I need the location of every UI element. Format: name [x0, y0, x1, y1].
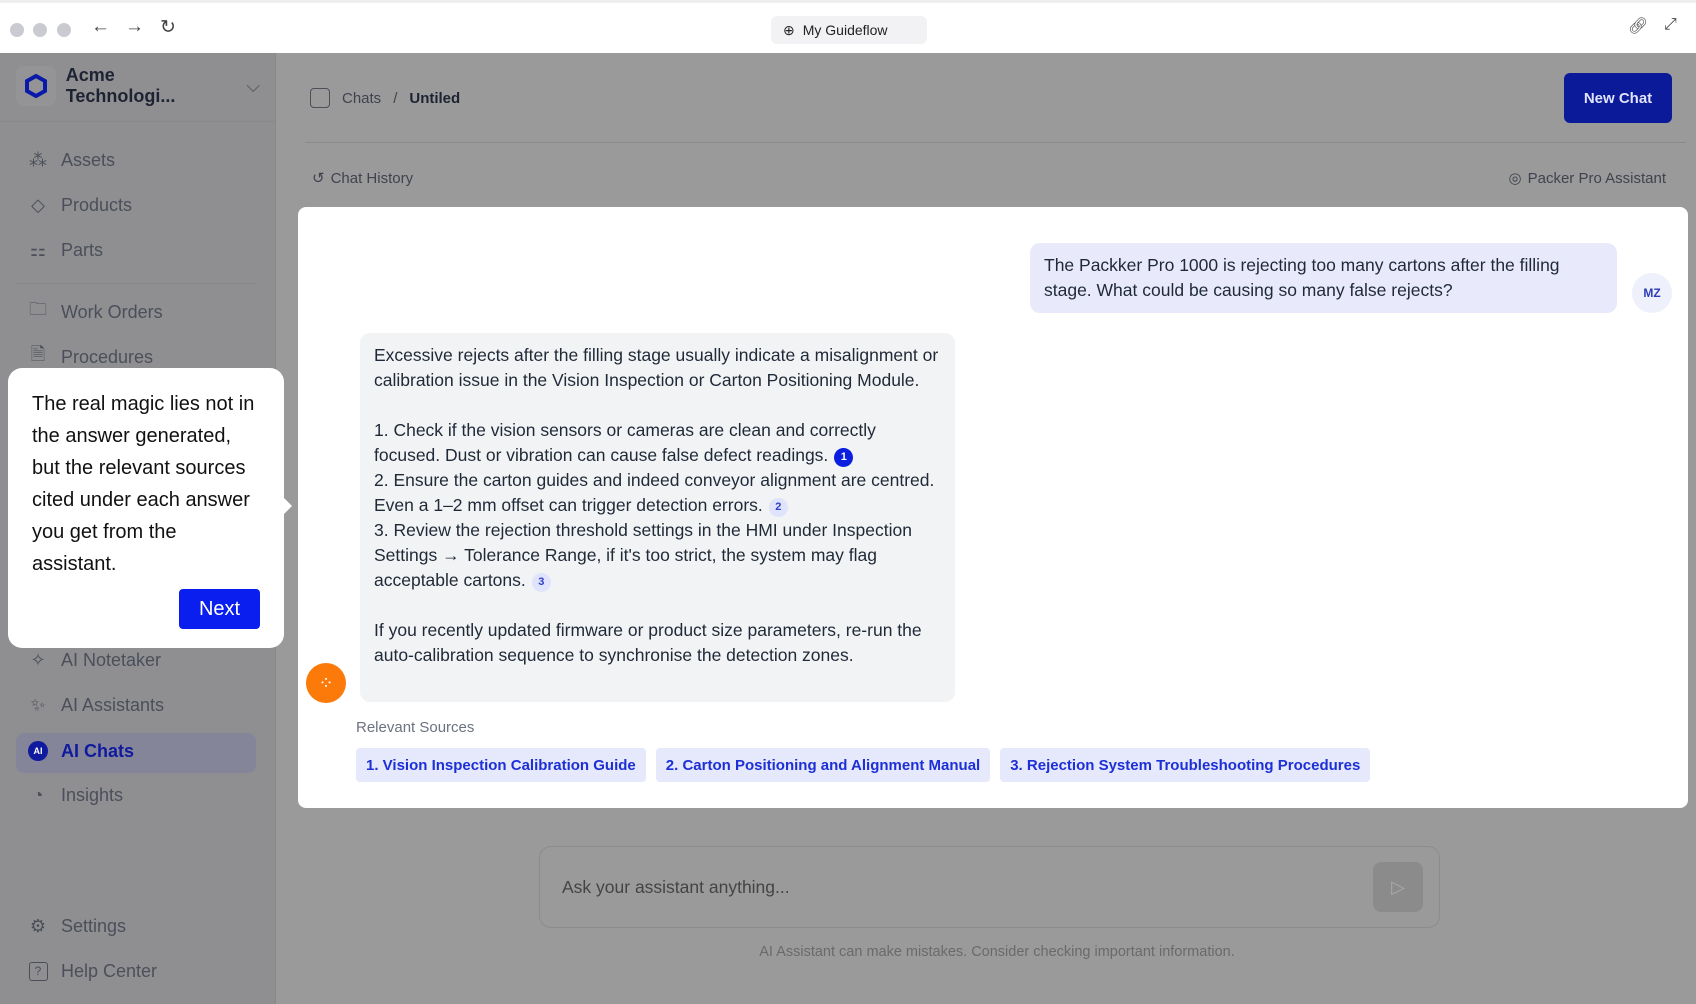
answer-intro: Excessive rejects after the filling stage usually indicate a misalignment or calibration issue in the Vision Inspection or Carton Positioning Module.	[374, 345, 939, 390]
answer-outro: If you recently updated firmware or product size parameters, re-run the auto-calibration sequence to synchronise the detection zones.	[374, 620, 922, 665]
user-circle-icon: ◎	[1508, 170, 1522, 187]
expand-icon[interactable]: ⤢	[1664, 16, 1677, 33]
reload-icon[interactable]: ↻	[160, 17, 176, 38]
ai-chat-icon: AI	[27, 740, 49, 762]
citation-3[interactable]: 3	[532, 573, 551, 592]
sidebar-item-settings[interactable]	[27, 915, 126, 937]
disclaimer: AI Assistant can make mistakes. Consider checking important information.	[759, 944, 1235, 960]
assets-icon: ⁂	[29, 149, 47, 170]
sidebar-item-procedures[interactable]	[27, 346, 153, 368]
org-switcher[interactable]	[16, 61, 260, 111]
tag-icon: ◇	[31, 194, 45, 215]
send-button[interactable]	[1373, 862, 1423, 912]
source-link[interactable]: 2. Carton Positioning and Alignment Manual	[656, 748, 990, 782]
source-link[interactable]: 3. Rejection System Troubleshooting Procedures	[1000, 748, 1370, 782]
breadcrumb-current: Untiled	[409, 89, 461, 107]
input-placeholder: Ask your assistant anything...	[562, 877, 790, 897]
sidebar-item-parts[interactable]	[27, 239, 103, 261]
divider	[0, 121, 275, 122]
sidebar-item-work-orders[interactable]	[27, 301, 163, 323]
gear-icon: ⚙	[29, 915, 47, 936]
chat-history-label: Chat History	[330, 169, 414, 187]
chat-history-button[interactable]	[312, 169, 413, 187]
breadcrumb-separator: /	[393, 89, 398, 107]
new-chat-button[interactable]: New Chat	[1564, 73, 1672, 123]
assistant-message	[360, 333, 955, 702]
user-message: The Packker Pro 1000 is rejecting too many cartons after the filling stage. What could be causing so many false rejects?	[1030, 243, 1617, 313]
source-link[interactable]: 1. Vision Inspection Calibration Guide	[356, 748, 646, 782]
sidebar-item-label: Help Center	[61, 960, 158, 981]
sidebar-item-assets[interactable]	[27, 149, 115, 171]
answer-step-2: 2. Ensure the carton guides and indeed conveyor alignment are centred. Even a 1–2 mm offset can trigger detection errors.	[374, 470, 935, 515]
link-icon[interactable]: 🔗︎	[1628, 18, 1649, 35]
globe-icon: ⊕	[783, 21, 795, 38]
breadcrumb-chats[interactable]: Chats	[342, 89, 382, 107]
sidebar-item-label: AI Chats	[61, 740, 135, 761]
breadcrumb	[310, 88, 460, 108]
sidebar-item-ai-notetaker[interactable]	[27, 649, 161, 671]
folder-icon: 🗀︎	[29, 299, 47, 319]
sidebar-item-label: Parts	[61, 239, 104, 260]
sparkles-icon: ✨︎	[30, 694, 46, 715]
window-minimize-dot[interactable]	[33, 23, 47, 37]
browser-toolbar	[0, 0, 1696, 53]
tooltip-text: The real magic lies not in the answer generated, but the relevant sources cited under each answer you get from the assistant.	[32, 393, 255, 575]
page-title: My Guideflow	[802, 22, 888, 38]
sources-label: Relevant Sources	[356, 719, 475, 736]
sidebar-item-label: Settings	[61, 915, 127, 936]
sidebar-item-products[interactable]	[27, 194, 132, 216]
sidebar-item-label: AI Notetaker	[61, 649, 162, 670]
pie-chart-icon: ◔	[32, 784, 44, 805]
history-icon: ↺	[312, 170, 325, 187]
divider	[16, 283, 256, 284]
assistant-selector[interactable]	[1509, 169, 1667, 187]
org-logo	[16, 66, 56, 106]
address-bar[interactable]	[771, 16, 927, 44]
sidebar-item-label: AI Assistants	[61, 694, 165, 715]
tour-tooltip	[8, 368, 284, 648]
window-maximize-dot[interactable]	[57, 23, 71, 37]
citation-1[interactable]: 1	[834, 448, 853, 467]
user-avatar: MZ	[1632, 273, 1672, 313]
next-button[interactable]: Next	[179, 589, 260, 629]
divider	[305, 142, 1686, 143]
answer-step-1: 1. Check if the vision sensors or cameras are clean and correctly focused. Dust or vibration can cause false defect readings.	[374, 420, 876, 465]
help-icon: ?	[27, 960, 49, 982]
sidebar-item-help-center[interactable]	[27, 960, 157, 982]
sidebar-item-label: Insights	[61, 784, 124, 805]
window-close-dot[interactable]	[10, 23, 24, 37]
sidebar-item-label: Assets	[61, 149, 116, 170]
notetaker-icon: ✧	[30, 649, 46, 670]
message-input[interactable]	[539, 846, 1440, 928]
chat-panel	[298, 207, 1688, 808]
org-name: Acme Technologi...	[65, 65, 176, 106]
sidebar-item-label: Work Orders	[61, 301, 163, 322]
forward-icon[interactable]: →	[125, 16, 144, 37]
assistant-name: Packer Pro Assistant	[1527, 169, 1666, 187]
citation-2[interactable]: 2	[769, 498, 788, 517]
back-icon[interactable]: ←	[91, 16, 110, 37]
answer-step-3: 3. Review the rejection threshold settings in the HMI under Inspection Settings → Tolerance Range, if it's too strict, the system may flag acceptable cartons.	[374, 520, 912, 590]
sidebar-item-label: Procedures	[61, 346, 154, 367]
sidebar-item-ai-assistants[interactable]	[27, 694, 164, 716]
sources-list	[356, 748, 1370, 782]
shapes-icon: ⚏	[29, 239, 47, 260]
sidebar-item-label: Products	[61, 194, 133, 215]
chevron-down-icon: ⌵	[246, 75, 260, 96]
sidebar-item-insights[interactable]	[27, 784, 123, 806]
sidebar-toggle-icon[interactable]	[310, 88, 330, 108]
sidebar-item-ai-chats[interactable]	[27, 740, 134, 762]
send-icon: ▷	[1391, 876, 1405, 897]
document-icon: 🗎︎	[30, 344, 46, 364]
assistant-avatar-icon: ⁘	[306, 663, 346, 703]
